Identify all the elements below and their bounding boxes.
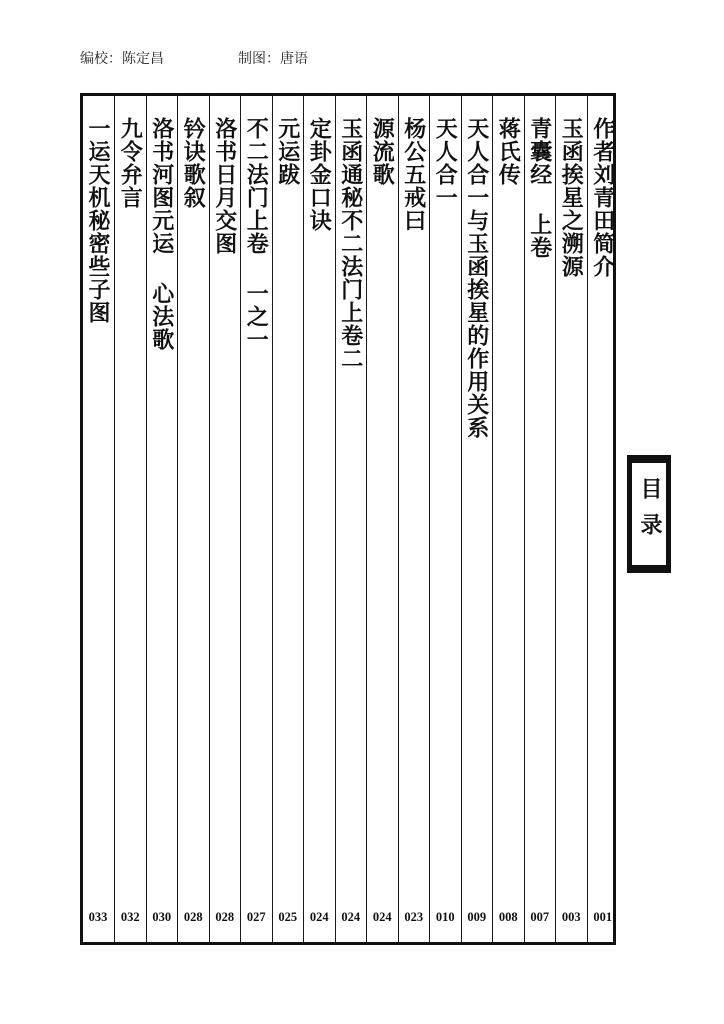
tab-bar-top [627,455,671,463]
toc-entry-title: 钤诀歌叙 [180,117,207,209]
toc-entry[interactable] [272,95,304,943]
toc-entry[interactable] [303,95,335,943]
editor-credit: 编校：陈定昌 [80,51,164,67]
toc-entry[interactable] [146,95,178,943]
toc-entry-title: 天人合一 [432,117,459,209]
bracket-right-icon [666,463,671,565]
toc-entry-title: 元运跋 [274,117,301,186]
toc-entry-page: 008 [498,910,518,924]
toc-entry-page: 010 [435,910,455,924]
toc-entry-title: 九令弁言 [117,117,144,209]
toc-entry-title: 源流歌 [369,117,396,186]
toc-entry-title: 洛书日月交图 [211,117,238,255]
tab-bar-bottom [627,565,671,573]
toc-entry-page: 027 [246,910,266,924]
toc-entry[interactable] [587,95,619,943]
toc-entry-page: 028 [215,910,235,924]
toc-entry-page: 024 [309,910,329,924]
toc-entry[interactable] [555,95,587,943]
toc-entry-page: 009 [467,910,487,924]
toc-entry-title: 蒋氏传 [495,117,522,186]
section-tab-label: 目录 [637,477,662,549]
toc-entry[interactable] [524,95,556,943]
toc-entry-title: 天人合一与玉函挨星的作用关系 [463,117,490,439]
toc-entry-title: 定卦金口诀 [306,117,333,232]
toc-entry-page: 024 [372,910,392,924]
toc-entry-title: 一运天机秘密些子图 [85,117,111,324]
toc-entry-page: 032 [120,910,140,924]
toc-entry[interactable] [82,95,114,943]
toc-entry-page: 001 [593,910,613,924]
toc-entry-title: 不二法门上卷 一之一 [243,117,270,351]
toc-entry-page: 023 [404,910,424,924]
toc-entry-page: 007 [530,910,550,924]
toc-entry[interactable] [114,95,146,943]
toc-entry[interactable] [177,95,209,943]
toc-entry[interactable] [209,95,241,943]
toc-entry-page: 003 [561,910,581,924]
section-tab [627,455,671,573]
toc-entry-page: 033 [88,910,108,924]
toc-entry[interactable] [240,95,272,943]
toc-entry[interactable] [366,95,398,943]
bracket-left-icon [627,463,632,565]
toc-entry-title: 玉函通秘不二法门上卷二 [337,117,364,370]
toc-entry[interactable] [398,95,430,943]
toc-entry[interactable] [461,95,493,943]
toc-entry[interactable] [335,95,367,943]
toc-entry[interactable] [492,95,524,943]
toc-entry-page: 025 [278,910,298,924]
toc-entry-title: 作者刘青田简介 [589,117,616,278]
toc-entry-page: 030 [152,910,172,924]
toc-entry-page: 024 [341,910,361,924]
toc-entry-title: 洛书河图元运 心法歌 [148,117,175,351]
toc-entry-title: 青囊经 上卷 [526,117,553,259]
cartographer-credit: 制图：唐语 [238,51,308,67]
toc-entry-page: 028 [183,910,203,924]
toc-table [80,93,616,945]
toc-entry[interactable] [429,95,461,943]
toc-entry-title: 杨公五戒曰 [400,117,427,232]
toc-entry-title: 玉函挨星之溯源 [558,117,585,278]
